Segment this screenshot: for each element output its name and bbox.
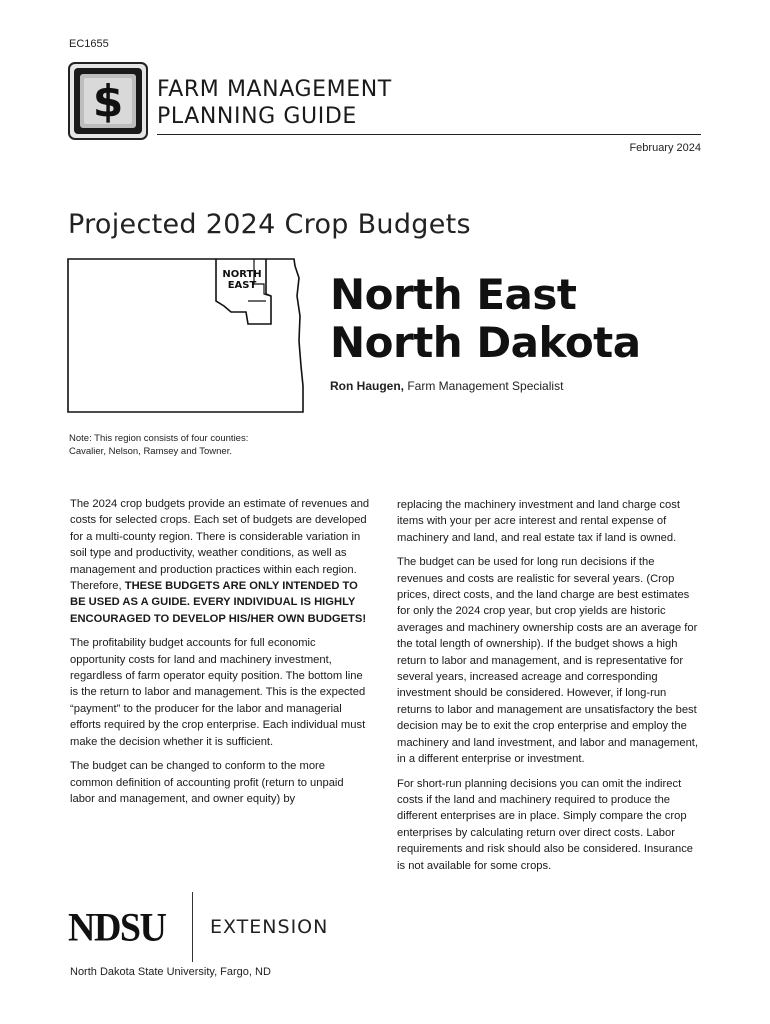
map-label-line2: EAST bbox=[227, 280, 257, 291]
logo-symbol: $ bbox=[92, 76, 124, 127]
dollar-logo-icon bbox=[68, 62, 148, 140]
body-column-left bbox=[70, 496, 370, 815]
note-line1: Note: This region consists of four counties: bbox=[69, 433, 249, 444]
series-title-line2: PLANNING GUIDE bbox=[157, 104, 357, 129]
region-note bbox=[69, 432, 329, 458]
map-label-line1: NORTH bbox=[222, 269, 262, 280]
body-column-right bbox=[397, 497, 702, 882]
note-line2: Cavalier, Nelson, Ramsey and Towner. bbox=[69, 446, 232, 457]
author-name: Ron Haugen, bbox=[330, 379, 404, 393]
body-paragraph-3: The budget can be changed to conform to the more common definition of accounting profit (return to unpaid labor and management, and owner equity) by bbox=[70, 760, 344, 805]
body-paragraph-5: The budget can be used for long run decisions if the revenues and costs are realistic for several years. (Crop prices, direct costs, and the land charge are best estimates for only the 2024 crop year, but crop yields are historic averages and machinery ownership costs are an average for the total length of ownership). If the budget shows a high return to labor and management, and is representative for several years, increased acreage and corresponding investment should be considered. However, if long-run returns to labor and management are unsatisfactory the best decision may be to exit the crop enterprise and employ the machinery and land investment, and labor and management, in a different enterprise or investment. bbox=[397, 556, 699, 766]
author bbox=[330, 379, 563, 393]
header-rule bbox=[157, 134, 701, 135]
university-footer: North Dakota State University, Fargo, ND bbox=[70, 966, 271, 978]
extension-label: EXTENSION bbox=[210, 916, 329, 938]
publication-code: EC1655 bbox=[69, 38, 109, 50]
region-title-line1: North East bbox=[330, 270, 577, 319]
body-paragraph-2: The profitability budget accounts for full economic opportunity costs for land and machinery investment, regardless of farm operator equity position. The bottom line is the return to labor and management. This is the expected “payment” to the producer for the labor and managerial efforts required by the crop enterprise. Each individual must make the decision whether it is sufficient. bbox=[70, 637, 366, 748]
author-role: Farm Management Specialist bbox=[404, 379, 564, 393]
north-dakota-map bbox=[66, 256, 316, 416]
footer-divider bbox=[192, 892, 193, 962]
p1-text: The 2024 crop budgets provide an estimate of revenues and costs for selected crops. Each set of budgets are developed for a multi-county region. There is considerable variation in soil type and productivity, weather conditions, as well as management and production practices within each region. Therefore, bbox=[70, 498, 370, 593]
body-paragraph-6: For short-run planning decisions you can omit the indirect costs if the land and machinery required to produce the different enterprises are in place. Simply compare the crop enterprises by calculating return over direct costs. Labor requirements and risk should also be considered. Insurance is not available for some crops. bbox=[397, 777, 694, 872]
document-title: Projected 2024 Crop Budgets bbox=[68, 209, 471, 240]
region-title-line2: North Dakota bbox=[330, 318, 641, 367]
publication-date: February 2024 bbox=[629, 142, 701, 154]
body-paragraph-1 bbox=[70, 496, 370, 627]
body-paragraph-4: replacing the machinery investment and land charge cost items with your per acre interest and rental expense of machinery and land, and real estate tax if land is owned. bbox=[397, 499, 680, 544]
series-title-line1: FARM MANAGEMENT bbox=[157, 77, 392, 102]
ndsu-logo: NDSU bbox=[68, 905, 166, 951]
p1-bold-warning: THESE BUDGETS ARE ONLY INTENDED TO BE USED AS A GUIDE. EVERY INDIVIDUAL IS HIGHLY ENCOURAGED TO DEVELOP HIS/HER OWN BUDGETS! bbox=[70, 580, 367, 625]
